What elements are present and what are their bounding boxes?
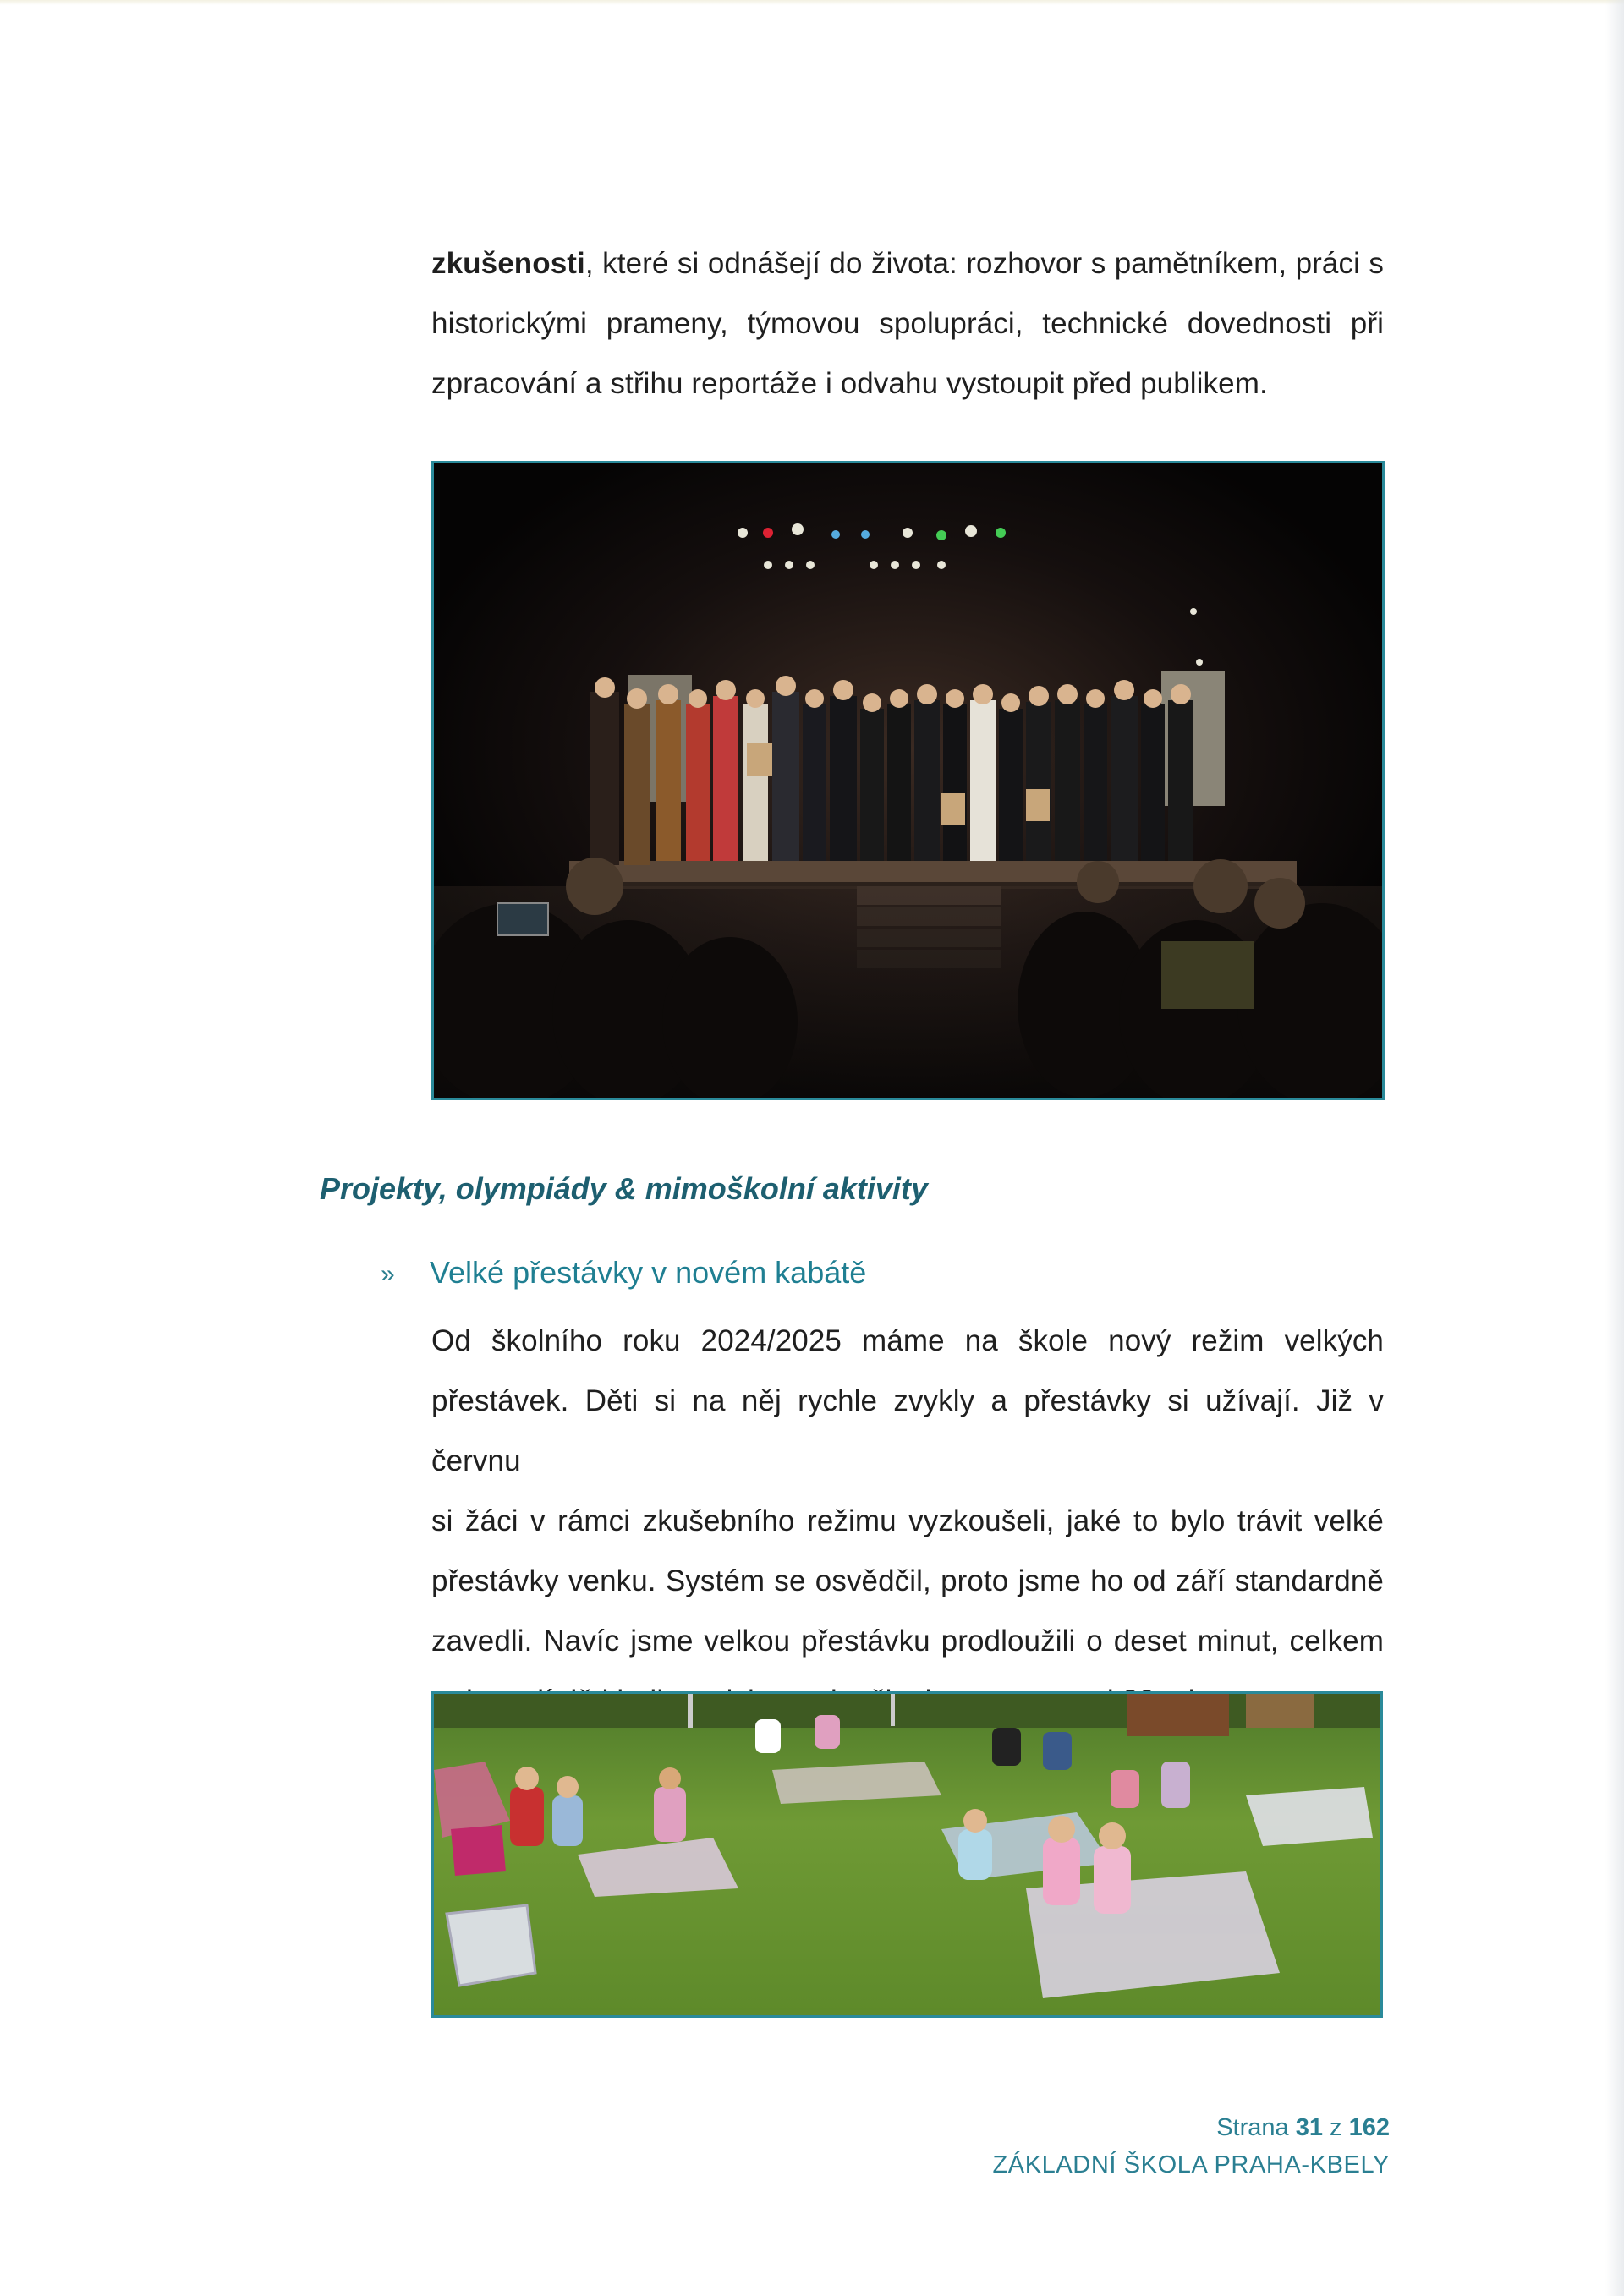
school-name: ZÁKLADNÍ ŠKOLA PRAHA-KBELY <box>992 2151 1390 2178</box>
page-total: 162 <box>1348 2114 1390 2141</box>
body-line-1: Od školního roku 2024/2025 máme na škole nový režim velkých <box>431 1324 1384 1357</box>
intro-bold-word: zkušenosti <box>431 247 585 280</box>
section-heading: Projekty, olympiády & mimoškolní aktivity <box>320 1171 928 1206</box>
scan-right-edge <box>1605 0 1624 2296</box>
bullet-subheading: Velké přestávky v novém kabátě <box>430 1255 867 1290</box>
intro-line-1-rest: , které si odnášejí do života: rozhovor s pamětníkem, práci s <box>584 247 1384 280</box>
page-strana-label: Strana <box>1216 2114 1289 2141</box>
page-number <box>1216 2114 1390 2142</box>
intro-paragraph <box>431 233 1384 414</box>
stage-ceremony-photo <box>431 461 1385 1100</box>
body-line-2: přestávek. Děti si na něj rychle zvykly a přestávky si užívají. Již v červnu <box>431 1384 1384 1477</box>
intro-line-2: historickými prameny, týmovou spolupráci, technické dovednosti při <box>431 307 1384 340</box>
body-line-5: zavedli. Navíc jsme velkou přestávku prodloužili o deset minut, celkem <box>431 1625 1384 1658</box>
body-line-4: přestávky venku. Systém se osvědčil, proto jsme ho od září standardně <box>431 1564 1384 1597</box>
scan-top-edge <box>0 0 1624 5</box>
intro-line-1 <box>431 233 1384 293</box>
intro-line-3: zpracování a střihu reportáže i odvahu vystoupit před publikem. <box>431 367 1268 400</box>
children-outdoor-photo <box>431 1691 1383 2018</box>
page-current: 31 <box>1295 2114 1323 2141</box>
body-paragraph <box>431 1311 1384 1731</box>
double-chevron-right-icon: » <box>381 1260 395 1288</box>
stage-ceremony-image <box>434 463 1382 1098</box>
page-of-label: z <box>1330 2114 1342 2141</box>
children-outdoor-image <box>434 1694 1380 2015</box>
body-line-3: si žáci v rámci zkušebního režimu vyzkoušeli, jaké to bylo trávit velké <box>431 1504 1384 1537</box>
